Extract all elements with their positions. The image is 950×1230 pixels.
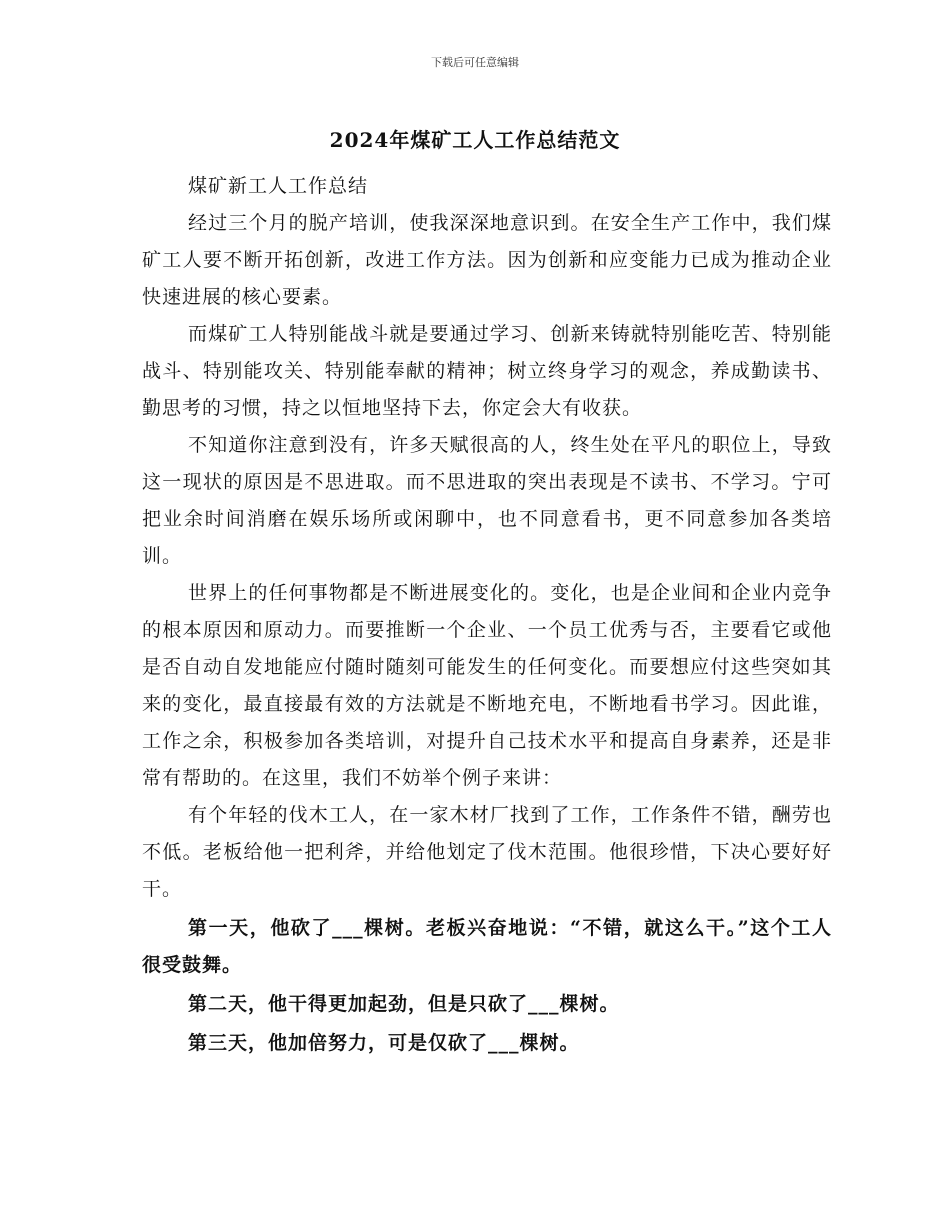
paragraph: 而煤矿工人特别能战斗就是要通过学习、创新来铸就特别能吃苦、特别能战斗、特别能攻关、特别能奉献的精神；树立终身学习的观念，养成勤读书、勤思考的习惯，持之以恒地坚持下去，你定会大有收获。 xyxy=(142,323,832,419)
paragraph-bold: 第一天，他砍了___棵树。老板兴奋地说：“不错，就这么干。”这个工人很受鼓舞。 xyxy=(142,917,832,976)
paragraph: 有个年轻的伐木工人，在一家木材厂找到了工作，工作条件不错，酬劳也不低。老板给他一把利斧，并给他划定了伐木范围。他很珍惜，下决心要好好干。 xyxy=(142,804,832,900)
paragraph-bold: 第二天，他干得更加起劲，但是只砍了___棵树。 xyxy=(188,993,620,1015)
paragraph-subtitle: 煤矿新工人工作总结 xyxy=(188,175,369,197)
paragraph-bold: 第三天，他加倍努力，可是仅砍了___棵树。 xyxy=(188,1032,580,1054)
paragraph: 经过三个月的脱产培训，使我深深地意识到。在安全生产工作中，我们煤矿工人要不断开拓创新，改进工作方法。因为创新和应变能力已成为推动企业快速进展的核心要素。 xyxy=(142,212,832,308)
document-body xyxy=(142,168,832,1062)
page-header-note: 下载后可任意编辑 xyxy=(431,56,519,69)
paragraph: 不知道你注意到没有，许多天赋很高的人，终生处在平凡的职位上，导致这一现状的原因是不思进取。而不思进取的突出表现是不读书、不学习。宁可把业余时间消磨在娱乐场所或闲聊中，也不同意看书，更不同意参加各类培训。 xyxy=(142,434,832,567)
paragraph: 世界上的任何事物都是不断进展变化的。变化，也是企业间和企业内竞争的根本原因和原动力。而要推断一个企业、一个员工优秀与否，主要看它或他是否自动自发地能应付随时随刻可能发生的任何变化。而要想应付这些突如其来的变化，最直接最有效的方法就是不断地充电，不断地看书学习。因此谁，工作之余，积极参加各类培训，对提升自己技术水平和提高自身素养，还是非常有帮助的。在这里，我们不妨举个例子来讲： xyxy=(142,582,832,789)
document-title: 2024年煤矿工人工作总结范文 xyxy=(329,128,621,152)
